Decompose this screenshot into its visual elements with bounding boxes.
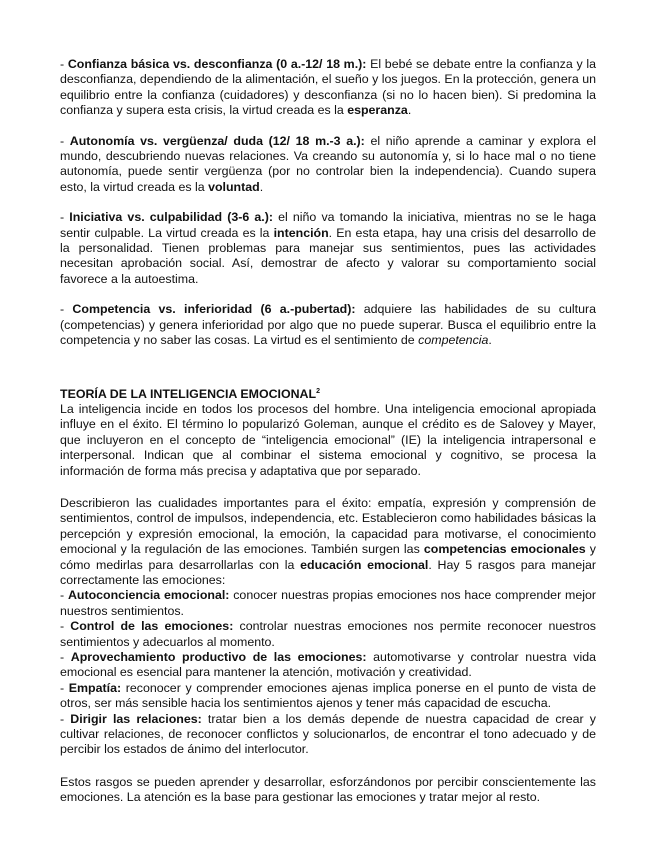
section-heading [60, 387, 596, 402]
trait-text: controlar nuestras emociones nos permite reconocer nuestros sentimientos y adecuarlos al momento. [60, 619, 596, 649]
trait-item-4 [60, 681, 596, 712]
trait-text: tratar bien a los demás depende de nuestra capacidad de crear y cultivar relaciones, de reconocer conflictos y solucionarlos, de encontrar el tono adecuado y de percibir los estados de ánimo del interlocutor. [60, 711, 596, 757]
trait-item-3 [60, 650, 596, 681]
trait-title: Aprovechamiento productivo de las emociones: [70, 650, 367, 664]
trait-text: automotivarse y controlar nuestra vida emocional es esencial para mantener la atención, motivación y creatividad. [60, 650, 596, 680]
trait-text: conocer nuestras propias emociones nos hace comprender mejor nuestros sentimientos. [60, 588, 596, 618]
qualities-bold-b: educación emocional [300, 557, 429, 572]
stage-end: . [407, 103, 412, 118]
stage-lead: - [60, 302, 73, 317]
trait-item-1 [60, 588, 596, 619]
trait-lead: - [60, 588, 68, 603]
stage-lead: - [60, 57, 68, 71]
trait-lead: - [60, 680, 69, 695]
stage-text: adquiere las habilidades de su cultura (competencias) y genera inferioridad por algo que no puede superar. Busca el equilibrio entre la competencia y no saber las cosas. La virtud es el sentimiento de [60, 302, 596, 348]
trait-text: reconocer y comprender emociones ajenas implica ponerse en el punto de vista de otros, ser más sensible hacia los sentimientos ajenos y tener más capacidad de escucha. [60, 680, 596, 711]
trait-lead: - [60, 619, 71, 634]
trait-title: Control de las emociones: [70, 619, 234, 634]
stage-paragraph-3 [60, 210, 596, 287]
trait-item-5 [60, 712, 596, 758]
footnote-marker: 2 [316, 387, 320, 395]
stage-title: Iniciativa vs. culpabilidad (3-6 a.): [69, 210, 273, 225]
stage-virtue: voluntad [208, 179, 260, 194]
trait-title: Empatía: [68, 680, 122, 695]
intro-paragraph: La inteligencia incide en todos los procesos del hombre. Una inteligencia emocional apropiada influye en el éxito. El término lo popularizó Goleman, aunque el crédito es de Salovey y Mayer, que incluyeron en el concepto de “inteligencia emocional” (IE) la inteligencia intrapersonal e interpersonal. Indican que al combinar el sistema emocional y cognitivo, se procesa la información de forma más precisa y adaptativa que por separado. [60, 401, 596, 478]
qualities-bold-a: competencias emocionales [423, 542, 586, 557]
closing-paragraph: Estos rasgos se pueden aprender y desarrollar, esforzándonos por percibir conscientemente las emociones. La atención es la base para gestionar las emociones y tratar mejor al resto. [60, 774, 596, 805]
trait-item-2 [60, 619, 596, 650]
stage-lead: - [60, 133, 70, 148]
stage-title: Confianza básica vs. desconfianza (0 a.-12/ 18 m.): [67, 57, 367, 71]
section-heading-text: TEORÍA DE LA INTELIGENCIA EMOCIONAL [60, 386, 317, 401]
stage-end: . [259, 179, 264, 194]
trait-lead: - [60, 711, 71, 726]
stage-virtue: esperanza [347, 103, 408, 118]
qualities-text-a: Describieron las cualidades importantes para el éxito: empatía, expresión y comprensión de sentimientos, control de impulsos, independencia, etc. Establecieron como habilidades básicas la percepción y expresión emocional, la emoción, la capacidad para motivarse, el conocimiento emocional y la regulación de las emociones. También surgen las [60, 495, 596, 557]
qualities-paragraph [60, 496, 596, 588]
stage-text: el niño va tomando la iniciativa, mientras no se le haga sentir culpable. La virtud creada es la [60, 210, 596, 240]
stage-lead: - [60, 210, 70, 225]
stage-text: el niño aprende a caminar y explora el mundo, descubriendo nuevas relaciones. Va creando su autonomía y, si lo hace mal o no tiene autonomía, puede sentir vergüenza (por no controlar bien la independencia). Cuando supera esto, la virtud creada es la [60, 133, 596, 194]
stage-title: Autonomía vs. vergüenza/ duda (12/ 18 m.-3 a.): [69, 133, 365, 148]
stage-end: . [488, 333, 492, 348]
stage-paragraph-1 [60, 57, 596, 119]
stage-virtue: intención [273, 225, 329, 240]
trait-title: Dirigir las relaciones: [70, 711, 202, 726]
trait-title: Autoconciencia emocional: [67, 588, 230, 603]
stage-text: El bebé se debate entre la confianza y la desconfianza, dependiendo de la alimentación, el sueño y los juegos. En la protección, genera un equilibrio entre la confianza (cuidadores) y desconfianza (si no lo hacen bien). Si predomina la confianza y supera esta crisis, la virtud creada es la [60, 57, 596, 118]
stage-paragraph-4 [60, 302, 596, 348]
stage-virtue: competencia [418, 333, 489, 348]
qualities-text-c: . Hay 5 rasgos para manejar correctamente las emociones: [60, 557, 596, 587]
stage-paragraph-2 [60, 134, 596, 196]
trait-lead: - [60, 650, 71, 664]
stage-title: Competencia vs. inferioridad (6 a.-pubertad): [72, 302, 356, 317]
stage-end: . En esta etapa, hay una crisis del desarrollo de la personalidad. Tienen problemas para manejar sus sentimientos, pues las actividades necesitan aprobación social. Así, demostrar de afecto y valorar su comportamiento social favorece a la autoestima. [60, 225, 597, 286]
qualities-text-b: y cómo medirlas para desarrollarlas con la [60, 542, 596, 572]
